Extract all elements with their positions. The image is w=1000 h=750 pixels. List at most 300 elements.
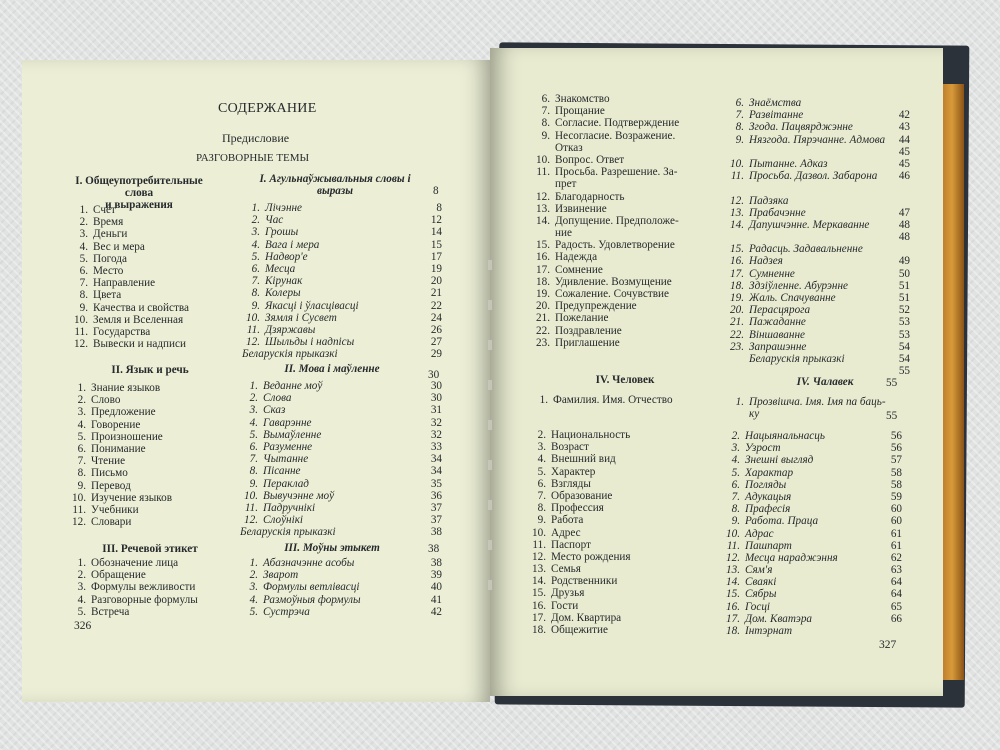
item-number: 9. bbox=[77, 479, 86, 492]
item-text: Прабачэнне bbox=[749, 206, 806, 219]
list-item bbox=[718, 503, 902, 515]
list-item bbox=[528, 105, 728, 117]
item-text: Слоўнікі bbox=[263, 514, 304, 527]
item-number: 9. bbox=[541, 129, 550, 142]
item-page: 45 bbox=[898, 157, 910, 170]
list-item bbox=[64, 492, 234, 504]
item-number: 10. bbox=[532, 526, 546, 539]
item-number: 2. bbox=[249, 569, 258, 582]
list-item bbox=[236, 417, 442, 429]
section-4-page: 55 bbox=[886, 377, 898, 389]
item-page: 14 bbox=[430, 226, 442, 239]
item-text: Просьба. Разрешение. За- bbox=[555, 166, 678, 179]
list-item bbox=[524, 612, 714, 624]
item-text: Надежда bbox=[555, 251, 598, 264]
item-number: 16. bbox=[726, 600, 740, 613]
item-number: 6. bbox=[537, 477, 546, 490]
item-page: 56 bbox=[890, 430, 902, 442]
item-number: 13. bbox=[726, 564, 740, 577]
list-item bbox=[718, 528, 902, 540]
item-number: 15. bbox=[730, 243, 744, 256]
item-number: 2. bbox=[77, 569, 86, 582]
item-text: Развітанне bbox=[749, 109, 804, 122]
page-title: СОДЕРЖАНИЕ bbox=[218, 101, 317, 116]
list-item bbox=[718, 442, 902, 454]
item-number: 7. bbox=[79, 277, 88, 290]
list-item bbox=[722, 292, 910, 304]
item-number: 13. bbox=[532, 563, 546, 576]
item-number: 2. bbox=[731, 430, 740, 442]
list-item-tales bbox=[238, 348, 442, 360]
list-item bbox=[722, 304, 910, 316]
item-page: 53 bbox=[898, 316, 910, 329]
item-text: Сумненне bbox=[749, 267, 795, 280]
list-item bbox=[524, 600, 714, 612]
item-page: 54 bbox=[898, 340, 910, 353]
item-page: 19 bbox=[430, 262, 442, 275]
item-page: 21 bbox=[430, 287, 442, 300]
item-page: 17 bbox=[430, 250, 442, 263]
section-1-ru-title-line2: и выражения bbox=[105, 199, 173, 212]
item-number: 5. bbox=[249, 605, 258, 618]
list-item bbox=[718, 588, 902, 600]
item-text: Колеры bbox=[265, 287, 301, 300]
item-text: Письмо bbox=[91, 467, 128, 480]
item-text: Внешний вид bbox=[551, 453, 616, 466]
item-number: 11. bbox=[730, 170, 744, 183]
list-item bbox=[66, 326, 236, 338]
item-text: Допущение. Предположе- bbox=[555, 214, 679, 227]
item-text: Фамилия. Имя. Отчество bbox=[553, 394, 673, 406]
item-page: 29 bbox=[430, 348, 442, 361]
item-number: 9. bbox=[251, 299, 260, 312]
item-text: Прафесія bbox=[745, 503, 791, 516]
item-number: 1. bbox=[79, 204, 88, 216]
item-number: 20. bbox=[730, 304, 744, 317]
item-text: Размоўныя формулы bbox=[263, 593, 361, 606]
item-number: 4. bbox=[77, 418, 86, 431]
list-item bbox=[66, 314, 236, 326]
item-number: 8. bbox=[537, 502, 546, 515]
list-item bbox=[524, 478, 714, 490]
item-text: Образование bbox=[551, 489, 613, 502]
item-text: прет bbox=[555, 178, 577, 191]
item-number: 9. bbox=[79, 301, 88, 314]
item-number: 3. bbox=[249, 404, 258, 417]
list-item bbox=[528, 93, 728, 105]
item-page: 50 bbox=[898, 267, 910, 280]
item-text: Падручнікі bbox=[263, 501, 316, 514]
item-number: 5. bbox=[537, 465, 546, 478]
item-page: 27 bbox=[430, 336, 442, 349]
item-number: 18. bbox=[532, 624, 546, 636]
list-item bbox=[238, 239, 442, 251]
section-1-by-list bbox=[238, 202, 442, 360]
item-page: 12 bbox=[430, 214, 442, 227]
item-number: 8. bbox=[249, 465, 258, 478]
item-text: Пісанне bbox=[263, 465, 301, 478]
list-item bbox=[528, 117, 728, 129]
item-text: Возраст bbox=[551, 441, 589, 454]
list-item bbox=[236, 392, 442, 404]
item-text: Разговорные формулы bbox=[91, 593, 198, 606]
item-text: Деньги bbox=[93, 228, 128, 241]
list-item bbox=[718, 454, 902, 466]
item-page: 32 bbox=[430, 428, 442, 441]
item-text: Формулы ветлівасці bbox=[263, 581, 360, 594]
item-text: Перевод bbox=[91, 479, 131, 492]
list-item bbox=[66, 228, 236, 240]
item-page: 60 bbox=[890, 503, 902, 516]
item-page: 42 bbox=[430, 605, 442, 618]
item-text: Віншаванне bbox=[749, 328, 805, 341]
item-number: 7. bbox=[735, 109, 744, 122]
list-item bbox=[722, 280, 910, 292]
list-item bbox=[722, 195, 910, 207]
list-item bbox=[528, 264, 728, 276]
item-number: 6. bbox=[79, 264, 88, 277]
list-item bbox=[722, 341, 910, 353]
section-2-ru-list bbox=[64, 382, 234, 528]
item-page: 64 bbox=[890, 576, 902, 589]
list-item bbox=[718, 515, 902, 527]
item-page: 49 bbox=[898, 255, 910, 268]
list-item bbox=[238, 202, 442, 214]
list-item bbox=[64, 467, 234, 479]
list-item-tales bbox=[236, 526, 442, 538]
item-number: 23. bbox=[730, 340, 744, 353]
item-text: Слова bbox=[263, 392, 292, 405]
item-page: 61 bbox=[890, 527, 902, 540]
item-page: 56 bbox=[890, 442, 902, 455]
item-page: 66 bbox=[890, 612, 902, 625]
item-number: 8. bbox=[251, 287, 260, 300]
right-page-number: 327 bbox=[879, 639, 897, 651]
list-item bbox=[718, 491, 902, 503]
list-item bbox=[236, 404, 442, 416]
list-item bbox=[64, 443, 234, 455]
item-text: Чытанне bbox=[263, 453, 309, 466]
item-page: 59 bbox=[890, 490, 902, 503]
item-number: 12. bbox=[730, 194, 744, 207]
item-text: Характар bbox=[745, 466, 794, 479]
item-number: 5. bbox=[79, 252, 88, 265]
item-text: Запрашэнне bbox=[749, 340, 807, 353]
list-item bbox=[238, 287, 442, 299]
item-text: Вывучэнне моў bbox=[263, 489, 335, 502]
item-number: 8. bbox=[77, 467, 86, 480]
item-number: 1. bbox=[251, 202, 260, 214]
section-3-by-title-text: III. Моўны этыкет bbox=[284, 542, 380, 554]
item-text: Понимание bbox=[91, 442, 146, 455]
list-item bbox=[718, 467, 902, 479]
item-number: 8. bbox=[735, 121, 744, 134]
item-number: 7. bbox=[249, 453, 258, 466]
item-number: 17. bbox=[726, 612, 740, 625]
item-number: 9. bbox=[537, 514, 546, 527]
item-number: 15. bbox=[726, 588, 740, 601]
item-text: Жаль. Спачуванне bbox=[749, 292, 836, 304]
item-text: Семья bbox=[551, 563, 581, 576]
item-number: 5. bbox=[77, 430, 86, 443]
item-number: 10. bbox=[72, 491, 86, 504]
list-item bbox=[722, 97, 910, 109]
item-text: Вопрос. Ответ bbox=[555, 153, 625, 166]
item-text: Веданне моў bbox=[263, 380, 323, 392]
item-number: 16. bbox=[532, 599, 546, 612]
section-4-by-title-text: IV. Чалавек bbox=[796, 376, 854, 388]
topics-header: РАЗГОВОРНЫЕ ТЕМЫ bbox=[196, 152, 310, 164]
item-page: 44 bbox=[898, 133, 910, 146]
item-text: Поздравление bbox=[555, 324, 622, 337]
item-text: Беларускія прыказкі bbox=[749, 352, 845, 365]
section-1-by-title-line1: I. Агульнаўжывальныя словы і bbox=[259, 173, 411, 185]
section-2-by-list bbox=[236, 380, 442, 538]
list-item bbox=[528, 227, 728, 239]
item-text: Адрес bbox=[551, 526, 581, 539]
list-item bbox=[236, 453, 442, 465]
item-page: 42 bbox=[898, 109, 910, 122]
item-number: 17. bbox=[532, 611, 546, 624]
list-item bbox=[238, 275, 442, 287]
list-item bbox=[236, 514, 442, 526]
list-item bbox=[524, 539, 714, 551]
item-text: Работа. Праца bbox=[745, 515, 819, 528]
item-page: 58 bbox=[890, 478, 902, 491]
list-item bbox=[528, 166, 728, 178]
item-number: 12. bbox=[246, 336, 260, 349]
list-item bbox=[528, 276, 728, 288]
item-text: Знешні выгляд bbox=[745, 454, 814, 467]
list-item bbox=[718, 601, 902, 613]
item-number: 8. bbox=[541, 117, 550, 130]
item-number: 18. bbox=[726, 625, 740, 637]
item-text: Узрост bbox=[745, 442, 781, 455]
list-item bbox=[236, 606, 442, 618]
section-4-by-title bbox=[770, 376, 880, 388]
item-number: 7. bbox=[541, 105, 550, 118]
item-number: 11. bbox=[244, 501, 258, 514]
item-text: Вывески и надписи bbox=[93, 338, 186, 351]
section-4-ru-list bbox=[524, 429, 714, 636]
section-4-ru-title-text: IV. Человек bbox=[595, 374, 655, 386]
item-text: Погляды bbox=[745, 478, 787, 491]
item-number: 3. bbox=[537, 441, 546, 454]
list-item bbox=[64, 569, 234, 581]
section-4-by-first: 1. Прозвішча. Імя. Імя па баць- ку bbox=[722, 396, 886, 420]
item-text: Сказ bbox=[263, 404, 286, 417]
list-item bbox=[236, 581, 442, 593]
item-number: 9. bbox=[249, 477, 258, 490]
item-text: Друзья bbox=[551, 587, 585, 600]
section-3-by-list bbox=[236, 557, 442, 618]
item-text: Гаварэнне bbox=[263, 416, 312, 429]
item-text: Изучение языков bbox=[91, 491, 173, 504]
item-number: 2. bbox=[249, 392, 258, 405]
item-number: 10. bbox=[730, 157, 744, 170]
item-page: 37 bbox=[430, 514, 442, 527]
list-item bbox=[64, 394, 234, 406]
item-page: 48 bbox=[898, 231, 910, 244]
item-number: 16. bbox=[536, 251, 550, 264]
item-text: Знание языков bbox=[91, 382, 161, 394]
section-2-ru-title bbox=[90, 364, 210, 376]
item-text: Земля и Вселенная bbox=[93, 313, 184, 326]
list-item bbox=[524, 429, 714, 441]
item-page: 15 bbox=[430, 238, 442, 251]
item-text: Встреча bbox=[91, 605, 130, 618]
item-text: Цвета bbox=[93, 289, 122, 302]
list-item bbox=[66, 253, 236, 265]
item-number: 2. bbox=[79, 216, 88, 229]
section-2-page: 30 bbox=[428, 369, 440, 381]
item-page: 41 bbox=[430, 593, 442, 606]
item-number: 12. bbox=[536, 190, 550, 203]
section-1-ru-title-line1: I. Общеупотребительные слова bbox=[75, 175, 203, 200]
item-text: Обозначение лица bbox=[91, 557, 179, 569]
item-number: 4. bbox=[537, 453, 546, 466]
item-text: Разуменне bbox=[263, 440, 313, 453]
item-number: 10. bbox=[536, 153, 550, 166]
item-text-line2: ку bbox=[749, 408, 760, 421]
item-text: Абазначэнне асобы bbox=[263, 557, 355, 569]
item-page: 8 bbox=[436, 202, 442, 214]
item-text: Час bbox=[265, 214, 284, 227]
item-text: Дом. Кватэра bbox=[745, 612, 813, 625]
section-4-by-list bbox=[718, 430, 902, 637]
list-item bbox=[64, 516, 234, 528]
list-item bbox=[236, 502, 442, 514]
section-2-ru-title-text: II. Язык и речь bbox=[111, 364, 189, 376]
item-text: Надзея bbox=[749, 255, 783, 268]
list-item bbox=[66, 302, 236, 314]
item-number: 4. bbox=[79, 240, 88, 253]
item-text: Беларускія прыказкі bbox=[240, 526, 336, 539]
item-text: Пажаданне bbox=[749, 316, 806, 329]
list-item bbox=[64, 504, 234, 516]
list-item bbox=[64, 382, 234, 394]
list-item bbox=[718, 430, 902, 442]
item-page: 30 bbox=[430, 392, 442, 405]
item-page: 61 bbox=[890, 539, 902, 552]
item-page: 65 bbox=[890, 600, 902, 613]
item-text: Госці bbox=[745, 600, 771, 613]
item-text: Сваякі bbox=[745, 576, 777, 589]
item-number: 7. bbox=[731, 490, 740, 503]
item-number: 1. bbox=[77, 557, 86, 569]
list-item bbox=[236, 429, 442, 441]
section-1-ru-list bbox=[66, 204, 236, 350]
item-text: Пожелание bbox=[555, 312, 609, 325]
item-text: Надвор'е bbox=[265, 250, 308, 263]
item-number: 11. bbox=[532, 538, 546, 551]
right-by-list-top bbox=[722, 97, 910, 377]
list-item bbox=[66, 216, 236, 228]
item-page: 47 bbox=[898, 206, 910, 219]
item-text: Прощание bbox=[555, 105, 605, 118]
item-text: Счет bbox=[93, 204, 116, 216]
list-item bbox=[66, 241, 236, 253]
item-text: Шыльды і надпісы bbox=[265, 336, 355, 349]
item-text: Нязгода. Пярэчанне. Адмова bbox=[749, 133, 886, 146]
item-text: Радасць. Задавальненне bbox=[749, 243, 863, 256]
item-number: 19. bbox=[536, 288, 550, 300]
item-number: 12. bbox=[244, 514, 258, 527]
section-3-ru-list bbox=[64, 557, 234, 618]
item-page: 22 bbox=[430, 299, 442, 312]
item-number: 22. bbox=[536, 324, 550, 337]
list-item bbox=[528, 288, 728, 300]
list-item bbox=[238, 226, 442, 238]
section-3-page: 38 bbox=[428, 543, 440, 555]
section-3-ru-title bbox=[80, 543, 220, 555]
item-page: 64 bbox=[890, 588, 902, 601]
section-1-by-title bbox=[240, 173, 430, 197]
item-number: 21. bbox=[730, 316, 744, 329]
item-page: 54 bbox=[898, 352, 910, 365]
list-item bbox=[236, 441, 442, 453]
item-number: 15. bbox=[536, 239, 550, 252]
list-item bbox=[524, 563, 714, 575]
list-item bbox=[722, 219, 910, 231]
list-item bbox=[718, 576, 902, 588]
item-number: 14. bbox=[532, 575, 546, 588]
item-number: 14. bbox=[726, 576, 740, 589]
item-text: Родственники bbox=[551, 575, 618, 588]
item-number: 4. bbox=[249, 593, 258, 606]
item-number: 7. bbox=[77, 455, 86, 468]
item-page: 32 bbox=[430, 416, 442, 429]
list-item bbox=[238, 263, 442, 275]
item-text: Вага і мера bbox=[265, 238, 320, 251]
item-number: 1. bbox=[249, 557, 258, 569]
item-number: 19. bbox=[730, 292, 744, 304]
item-text: Падзяка bbox=[749, 194, 789, 207]
item-text: Извинение bbox=[555, 202, 607, 215]
item-text: Адрас bbox=[745, 527, 774, 540]
list-item bbox=[722, 158, 910, 170]
item-number: 2. bbox=[77, 394, 86, 407]
list-item bbox=[524, 587, 714, 599]
item-number: 3. bbox=[79, 228, 88, 241]
item-page: 45 bbox=[898, 145, 910, 158]
item-number: 8. bbox=[731, 503, 740, 516]
item-text: Дом. Квартира bbox=[551, 611, 622, 624]
item-page: 43 bbox=[898, 121, 910, 134]
item-text: Інтэрнат bbox=[745, 625, 793, 637]
list-item bbox=[524, 514, 714, 526]
list-item bbox=[722, 121, 910, 133]
list-item bbox=[722, 170, 910, 182]
item-number: 18. bbox=[730, 279, 744, 292]
item-text: Профессия bbox=[551, 502, 604, 515]
page-edges bbox=[940, 84, 964, 680]
item-text: Национальность bbox=[551, 429, 631, 441]
item-text: Словари bbox=[91, 516, 132, 529]
item-text: Пашпарт bbox=[745, 539, 792, 552]
item-number: 17. bbox=[730, 267, 744, 280]
item-page: 51 bbox=[898, 279, 910, 292]
item-page: 38 bbox=[430, 557, 442, 569]
list-item bbox=[722, 243, 910, 255]
list-item bbox=[66, 277, 236, 289]
item-text: Сябры bbox=[745, 588, 777, 601]
list-item bbox=[64, 419, 234, 431]
item-text: Благодарность bbox=[555, 190, 625, 203]
item-text: Кірунак bbox=[265, 275, 303, 288]
list-item bbox=[238, 214, 442, 226]
list-item bbox=[722, 255, 910, 267]
